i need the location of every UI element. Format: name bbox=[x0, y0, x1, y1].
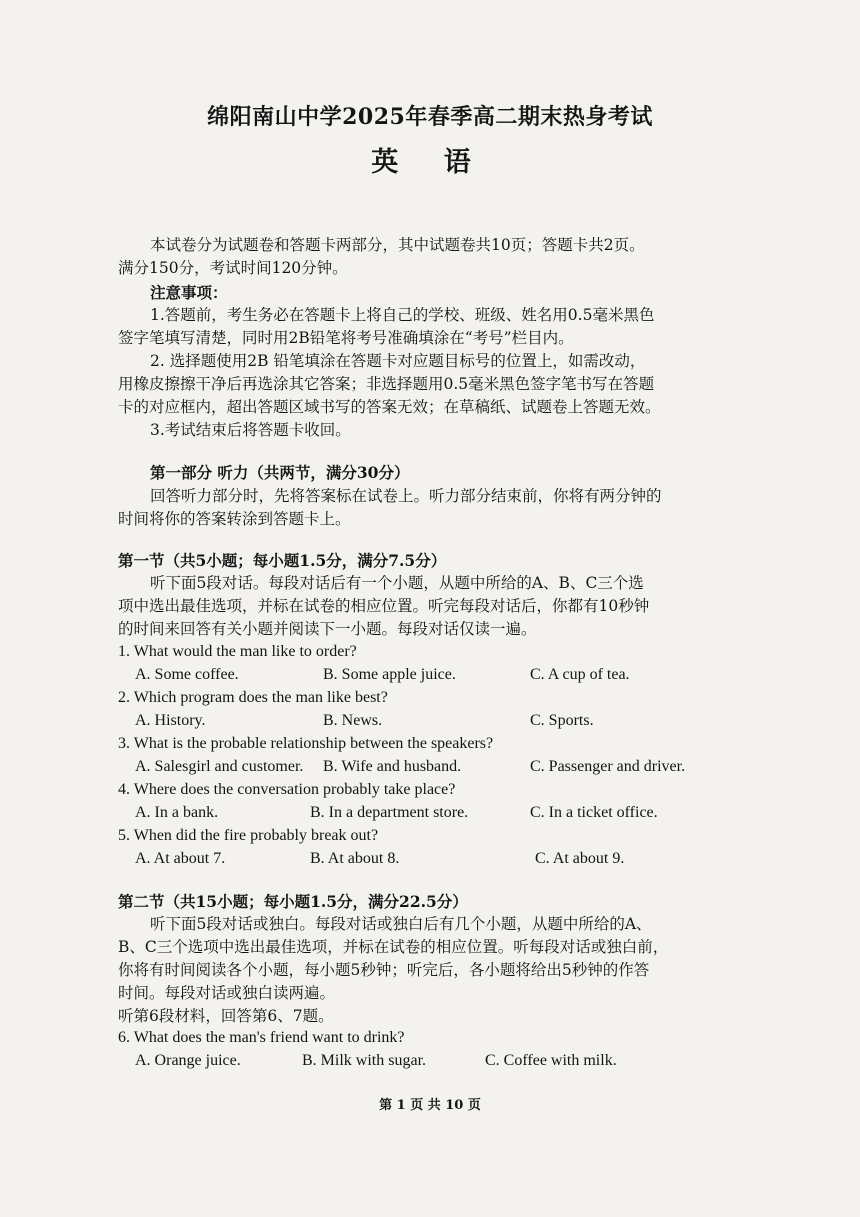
notice-item: 用橡皮擦擦干净后再选涂其它答案；非选择题用0.5毫米黑色签字笔书写在答题 bbox=[118, 375, 655, 393]
option-b: B. At about 8. bbox=[310, 850, 400, 867]
part-desc: 时间将你的答案转涂到答题卡上。 bbox=[118, 510, 351, 528]
section-desc: 项中选出最佳选项，并标在试卷的相应位置。听完每段对话后，你都有10秒钟 bbox=[118, 597, 650, 615]
part-desc: 回答听力部分时，先将答案标在试卷上。听力部分结束前，你将有两分钟的 bbox=[150, 487, 662, 505]
option-b: B. In a department store. bbox=[310, 804, 469, 821]
option-b: B. Wife and husband. bbox=[323, 758, 462, 775]
notice-item: 2. 选择题使用2B 铅笔填涂在答题卡对应题目标号的位置上，如需改动， bbox=[150, 352, 646, 370]
option-c: C. A cup of tea. bbox=[530, 666, 630, 683]
section-desc: 时间。每段对话或独白读两遍。 bbox=[118, 984, 336, 1002]
option-a: A. At about 7. bbox=[135, 850, 226, 867]
exam-subject: 英 语 bbox=[371, 147, 489, 178]
option-a: A. Salesgirl and customer. bbox=[135, 758, 304, 775]
option-a: A. Some coffee. bbox=[135, 666, 239, 683]
section-desc: 听下面5段对话。每段对话后有一个小题，从题中所给的A、B、C三个选 bbox=[150, 574, 644, 592]
option-c: C. In a ticket office. bbox=[530, 804, 658, 821]
section-desc: 的时间来回答有关小题并阅读下一小题。每段对话仅读一遍。 bbox=[118, 620, 537, 638]
option-c: C. Passenger and driver. bbox=[530, 758, 686, 775]
section-title: 第一节（共5小题；每小题1.5分，满分7.5分） bbox=[118, 551, 447, 570]
intro-line: 满分150分，考试时间120分钟。 bbox=[118, 259, 348, 277]
question-text: 3. What is the probable relationship between the speakers? bbox=[118, 735, 494, 752]
material-instruction: 听第6段材料，回答第6、7题。 bbox=[118, 1007, 334, 1025]
notice-item: 卡的对应框内，超出答题区域书写的答案无效；在草稿纸、试题卷上答题无效。 bbox=[118, 398, 661, 416]
exam-title: 绵阳南山中学2025年春季高二期末热身考试 bbox=[207, 104, 653, 130]
part-title: 第一部分 听力（共两节，满分30分） bbox=[150, 463, 410, 482]
notice-item: 3.考试结束后将答题卡收回。 bbox=[150, 421, 351, 439]
option-c: C. Sports. bbox=[530, 712, 594, 729]
question-text: 4. Where does the conversation probably take place? bbox=[118, 781, 456, 798]
option-c: C. Coffee with milk. bbox=[485, 1052, 617, 1069]
question-text: 6. What does the man's friend want to drink? bbox=[118, 1029, 405, 1046]
option-b: B. News. bbox=[323, 712, 383, 729]
page-footer: 第 1 页 共 10 页 bbox=[379, 1098, 481, 1113]
question-text: 1. What would the man like to order? bbox=[118, 643, 357, 660]
notice-item: 签字笔填写清楚，同时用2B铅笔将考号准确填涂在“考号”栏目内。 bbox=[118, 329, 574, 347]
option-a: A. Orange juice. bbox=[135, 1052, 241, 1069]
option-c: C. At about 9. bbox=[535, 850, 625, 867]
section-title: 第二节（共15小题；每小题1.5分，满分22.5分） bbox=[118, 892, 468, 911]
notice-title: 注意事项： bbox=[150, 283, 228, 302]
option-a: A. History. bbox=[135, 712, 206, 729]
option-b: B. Some apple juice. bbox=[323, 666, 456, 683]
option-a: A. In a bank. bbox=[135, 804, 219, 821]
option-b: B. Milk with sugar. bbox=[302, 1052, 427, 1069]
question-text: 5. When did the fire probably break out? bbox=[118, 827, 379, 844]
section-desc: 听下面5段对话或独白。每段对话或独白后有几个小题，从题中所给的A、 bbox=[150, 915, 652, 933]
question-text: 2. Which program does the man like best? bbox=[118, 689, 388, 706]
intro-line: 本试卷分为试题卷和答题卡两部分，其中试题卷共10页；答题卡共2页。 bbox=[150, 236, 645, 254]
section-desc: 你将有时间阅读各个小题，每小题5秒钟；听完后，各小题将给出5秒钟的作答 bbox=[118, 961, 650, 979]
section-desc: B、C三个选项中选出最佳选项，并标在试卷的相应位置。听每段对话或独白前， bbox=[118, 938, 669, 956]
notice-item: 1.答题前，考生务必在答题卡上将自己的学校、班级、姓名用0.5毫米黑色 bbox=[150, 306, 655, 324]
